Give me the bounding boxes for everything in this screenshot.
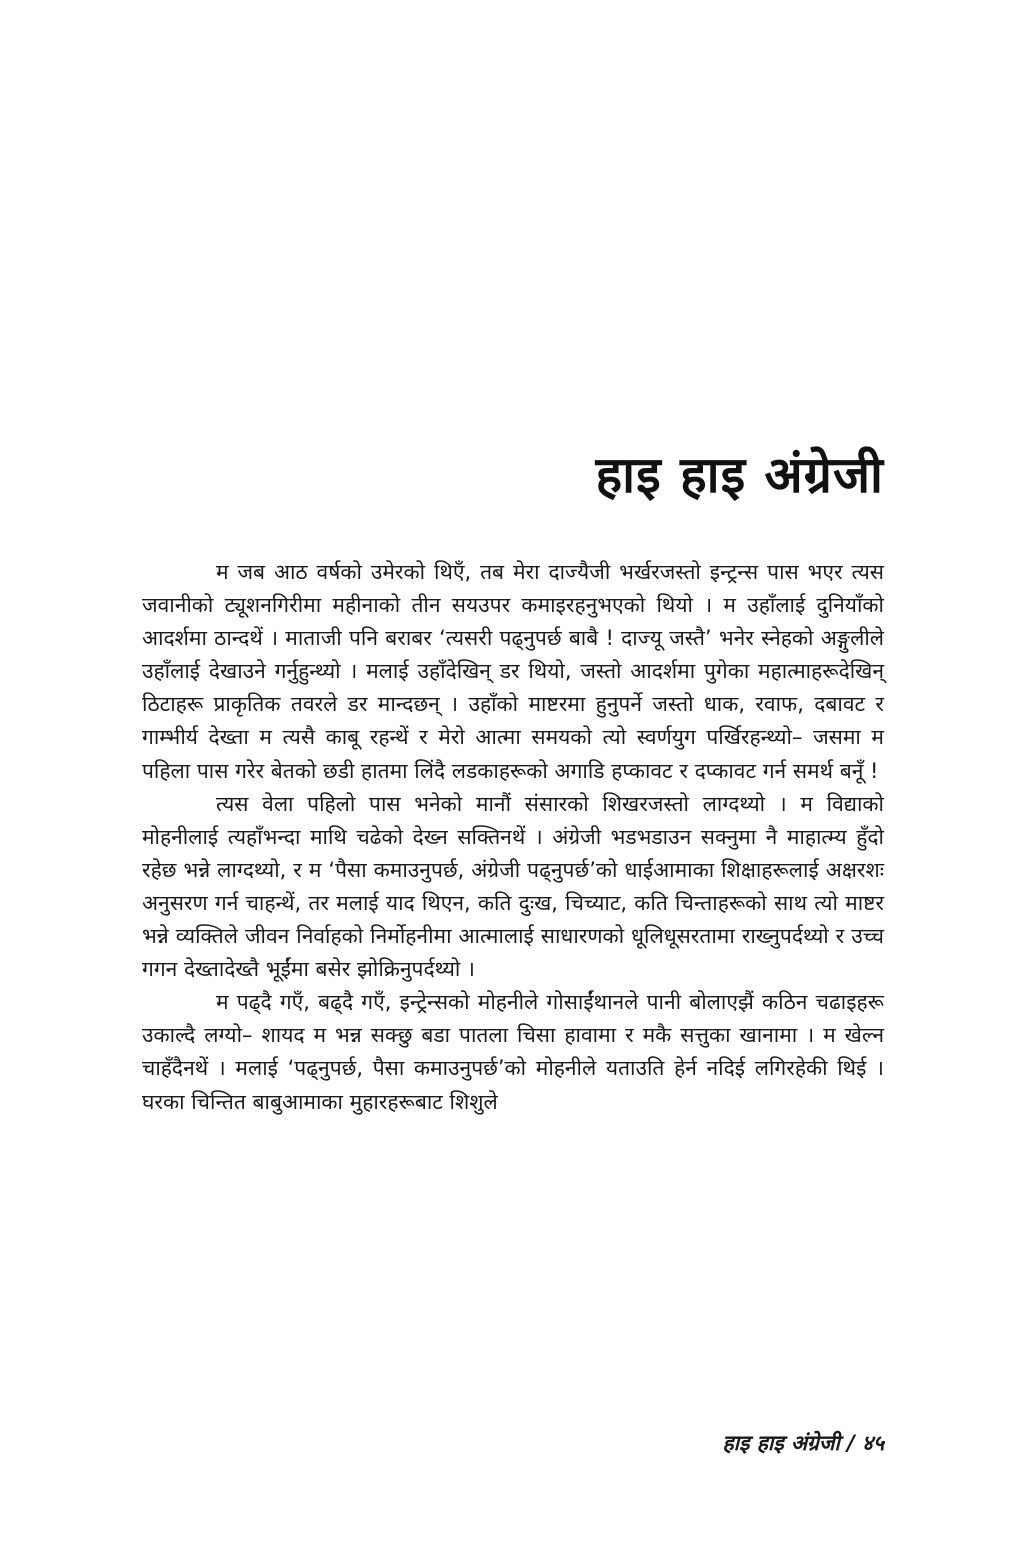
paragraph-3: म पढ्दै गएँ, बढ्दै गएँ, इन्ट्रेन्सको मोहनीले गोसाईंथानले पानी बोलाएझैं कठिन चढाइहरू उकाल्दै लग्यो– शायद म भन्न सक्छु बडा पातला चिसा हावामा र मकै सत्तुका खानामा । म खेल्न चाहँदैनथें । मलाई ‘पढ्नुपर्छ, पैसा कमाउनुपर्छ’को मोहनीले यताउति हेर्न नदिई लगिरहेकी थिई । घरका चिन्तित बाबुआमाका मुहारहरूबाट शिशुले <box>142 990 884 1114</box>
chapter-title: हाइ हाइ अंग्रेजी <box>595 446 884 504</box>
paragraph-1: म जब आठ वर्षको उमेरको थिएँ, तब मेरा दाज्यैजी भर्खरजस्तो इन्ट्रन्स पास भएर त्यस जवानीको ट्यूशनगिरीमा महीनाको तीन सयउपर कमाइरहनुभएको थियो । म उहाँलाई दुनियाँको आदर्शमा ठान्दथें । माताजी पनि बराबर ‘त्यसरी पढ्नुपर्छ बाबै ! दाज्यू जस्तै’ भनेर स्नेहको अङ्गुलीले उहाँलाई देखाउने गर्नुहुन्थ्यो । मलाई उहाँदेखिन् डर थियो, जस्तो आदर्शमा पुगेका महात्माहरूदेखिन् ठिटाहरू प्राकृतिक तवरले डर मान्दछन् । उहाँको माष्टरमा हुनुपर्ने जस्तो धाक, रवाफ, दबावट र गाम्भीर्य देख्ता म त्यसै काबू रहन्थें र मेरो आत्मा समयको त्यो स्वर्णयुग पर्खिरहन्थ्यो– जसमा म पहिला पास गरेर बेतको छडी हातमा लिंदै लडकाहरूको अगाडि हप्कावट र दप्कावट गर्न समर्थ बनूँ ! <box>142 560 884 783</box>
body-text <box>142 556 884 1119</box>
paragraph-2: त्यस वेला पहिलो पास भनेको मानौं संसारको शिखरजस्तो लाग्दथ्यो । म विद्याको मोहनीलाई त्यहाँभन्दा माथि चढेको देख्न सक्तिनथें । अंग्रेजी भडभडाउन सक्नुमा नै माहात्म्य हुँदो रहेछ भन्ने लाग्दथ्यो, र म ‘पैसा कमाउनुपर्छ, अंग्रेजी पढ्नुपर्छ’को धाईआमाका शिक्षाहरूलाई अक्षरशः अनुसरण गर्न चाहन्थें, तर मलाई याद थिएन, कति दुःख, चिच्याट, कति चिन्ताहरूको साथ त्यो माष्टर भन्ने व्यक्तिले जीवन निर्वाहको निर्मोहनीमा आत्मालाई साधारणको धूलिधूसरतामा राख्नुपर्दथ्यो र उच्च गगन देख्तादेख्तै भूईंमा बसेर झोक्रिनुपर्दथ्यो । <box>142 791 884 982</box>
running-footer: हाइ हाइ अंग्रेजी / ४५ <box>722 1431 884 1455</box>
